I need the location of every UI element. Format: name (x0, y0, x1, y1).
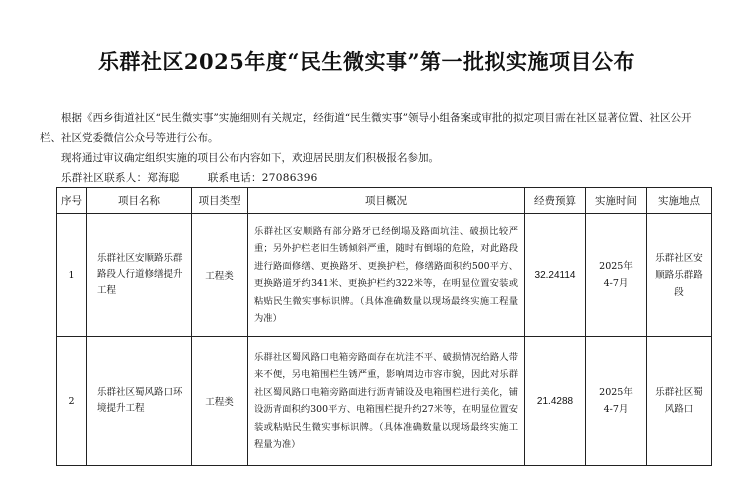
row-time (586, 214, 647, 337)
row-no: 1 (57, 214, 87, 337)
header-location: 实施地点 (647, 188, 712, 214)
row-type: 工程类 (192, 337, 248, 466)
row-name: 乐群社区蜀风路口环境提升工程 (87, 337, 192, 466)
row-time-month: 4-7月 (603, 278, 629, 289)
header-time: 实施时间 (586, 188, 647, 214)
row-time (586, 337, 647, 466)
row-budget: 32.24114 (525, 214, 586, 337)
intro-paragraph-1: 根据《西乡街道社区“民生微实事”实施细则有关规定，经街道“民生微实事”领导小组备案或审批的拟定项目需在社区显著位置、社区公开栏、社区党委微信公众号等进行公布。 (40, 112, 692, 144)
row-overview: 乐群社区蜀风路口电箱旁路面存在坑洼不平、破损情况给路人带来不便，另电箱围栏生锈严重，影响周边市容市貌，因此对乐群社区蜀风路口电箱旁路面进行沥青铺设及电箱围栏进行美化，铺设沥青面积约300平方、电箱围栏提升约27米等，在明显位置安装或粘贴民生微实事标识牌。（具体准确数量以现场最终实施工程量为准） (248, 337, 525, 466)
row-type: 工程类 (192, 214, 248, 337)
intro-section (40, 108, 700, 188)
page-title: 乐群社区2025年度“民生微实事”第一批拟实施项目公布 (97, 49, 636, 74)
table-header-row (57, 188, 712, 214)
row-name: 乐群社区安顺路乐群路段人行道修缮提升工程 (87, 214, 192, 337)
header-no: 序号 (57, 188, 87, 214)
table-row (57, 337, 712, 466)
row-location: 乐群社区安顺路乐群路段 (647, 214, 712, 337)
table-row (57, 214, 712, 337)
header-type: 项目类型 (192, 188, 248, 214)
row-budget: 21.4288 (525, 337, 586, 466)
row-time-year: 2025年 (599, 261, 633, 272)
project-table (56, 187, 712, 466)
header-overview: 项目概况 (248, 188, 525, 214)
contact-person: 乐群社区联系人：郑海聪 (61, 172, 180, 184)
header-budget: 经费预算 (525, 188, 586, 214)
row-time-month: 4-7月 (603, 404, 629, 415)
row-overview: 乐群社区安顺路有部分路牙已经倒塌及路面坑洼、破损比较严重；另外护栏老旧生锈倾斜严重，随时有倒塌的危险，对此路段进行路面修缮、更换路牙、更换护栏，修缮路面积约500平方、更换路道牙约341米、更换护栏约322米等，在明显位置安装或粘贴民生微实事标识牌。（具体准确数量以现场最终实施工程量为准） (248, 214, 525, 337)
row-location: 乐群社区蜀风路口 (647, 337, 712, 466)
contact-phone: 联系电话：27086396 (207, 172, 318, 184)
intro-paragraph-2: 现将通过审议确定组织实施的项目公布内容如下，欢迎居民朋友们积极报名参加。 (61, 152, 439, 164)
header-name: 项目名称 (87, 188, 192, 214)
contact-line (40, 168, 700, 188)
row-time-year: 2025年 (599, 387, 633, 398)
row-no: 2 (57, 337, 87, 466)
